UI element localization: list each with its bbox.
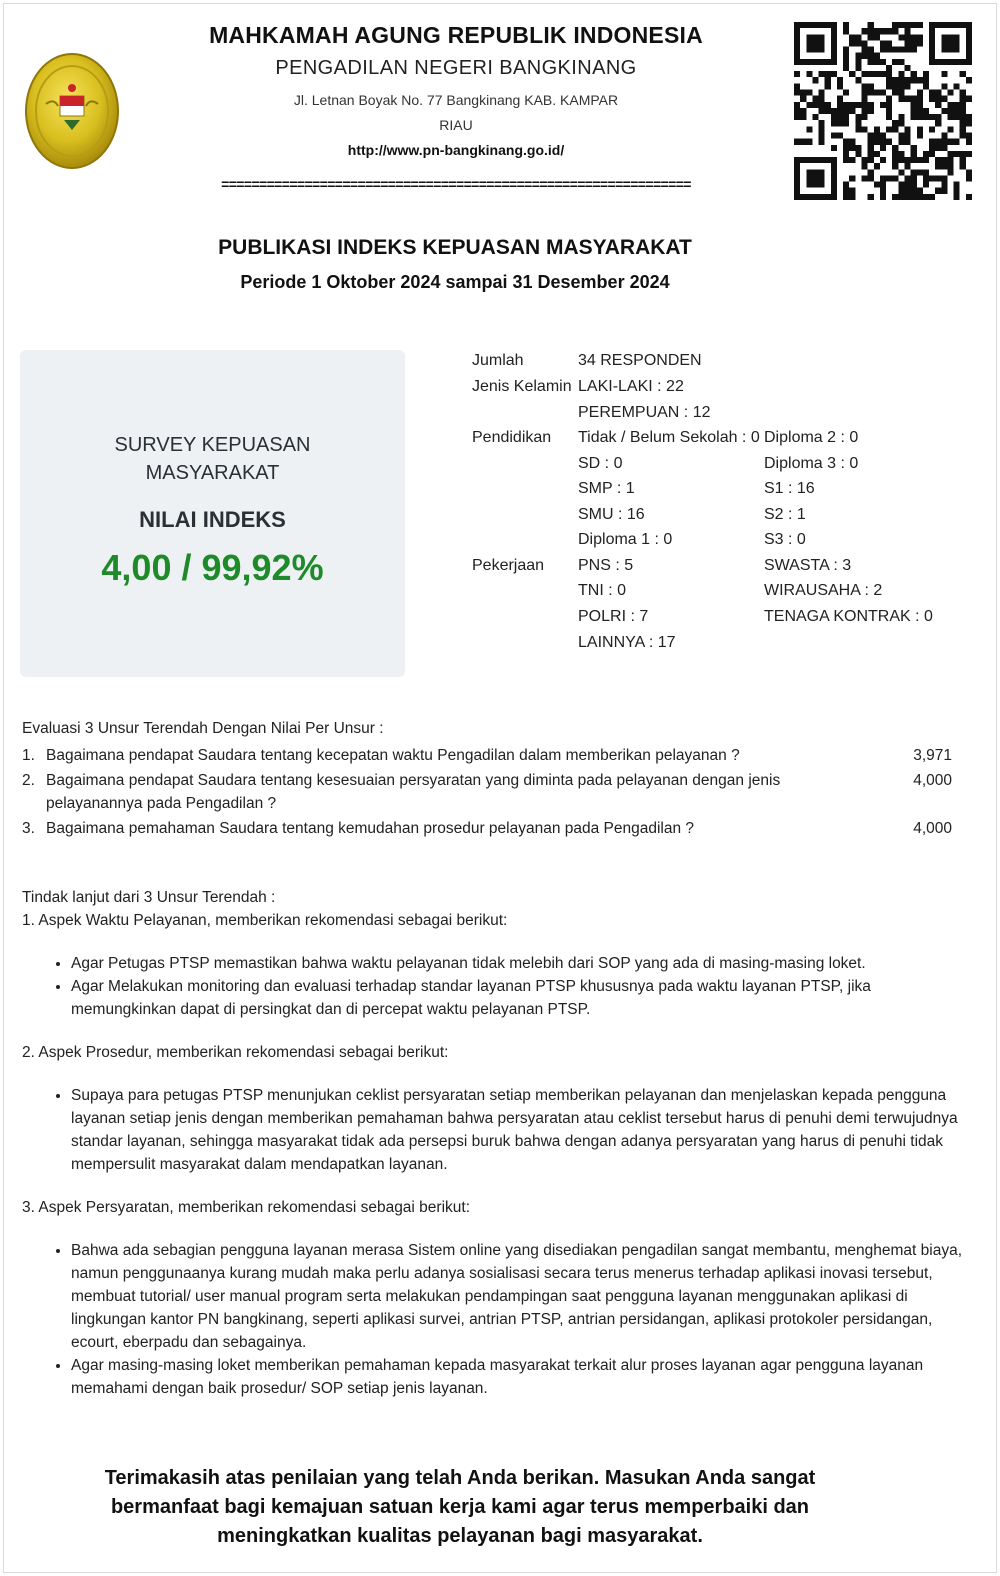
edu-smp: SMP : 1: [578, 480, 635, 497]
aspect-title: 3. Aspek Persyaratan, memberikan rekomendasi sebagai berikut:: [22, 1199, 471, 1216]
aspect-title: 1. Aspek Waktu Pelayanan, memberikan rekomendasi sebagai berikut:: [22, 912, 508, 929]
followup-section: [22, 886, 966, 1420]
index-card: [20, 350, 405, 677]
page-title: PUBLIKASI INDEKS KEPUASAN MASYARAKAT: [218, 236, 692, 259]
mahkamah-agung-emblem-icon: [24, 52, 120, 170]
edu-d3: Diploma 3 : 0: [764, 455, 859, 472]
evaluation-item-score: 4,000: [913, 772, 952, 789]
evaluation-item-number: 2.: [22, 772, 35, 789]
edu-smu: SMU : 16: [578, 506, 645, 523]
edu-s3: S3 : 0: [764, 531, 806, 548]
court-name: PENGADILAN NEGERI BANGKINANG: [275, 57, 637, 79]
evaluation-section: [22, 720, 962, 842]
index-value: 4,00 / 99,92%: [101, 547, 324, 588]
survey-label-line2: MASYARAKAT: [145, 462, 280, 484]
evaluation-item: [22, 744, 962, 767]
recommendation-item: • Agar Petugas PTSP memastikan bahwa waktu pelayanan tidak melebih dari SOP yang ada di masing-masing loket.: [71, 952, 966, 975]
header-separator: ==============================================================: [221, 176, 691, 192]
evaluation-item-text: Bagaimana pemahaman Saudara tentang kemudahan prosedur pelayanan pada Pengadilan ?: [46, 820, 695, 837]
edu-d2: Diploma 2 : 0: [764, 429, 859, 446]
recommendation-item: • Bahwa ada sebagian pengguna layanan merasa Sistem online yang disediakan pengadilan sangat membantu, menghemat biaya, namun penggunaanya kurang mudah maka perlu adanya sosialisasi secara terus menerus terhadap aplikasi inovasi tersebut, membuat tutorial/ user manual program serta melakukan pendampingan saat pengguna layanan menggunakan aplikasi di lingkungan kantor PN bangkinang, seperti aplikasi survei, antrian PTSP, antrian persidangan, aplikasi protokoler persidangan, ecourt, eberpadu dan sebagainya.: [71, 1239, 966, 1354]
edu-d1: Diploma 1 : 0: [578, 531, 673, 548]
evaluation-item-score: 4,000: [913, 820, 952, 837]
court-province: RIAU: [439, 117, 473, 133]
aspect-recommendations: [22, 1084, 966, 1176]
aspect-recommendations: [22, 952, 966, 1021]
followup-heading: Tindak lanjut dari 3 Unsur Terendah :: [22, 889, 276, 906]
closing-line: bermanfaat bagi kemajuan satuan kerja kami agar terus memperbaiki dan: [110, 1496, 810, 1518]
edu-none: Tidak / Belum Sekolah : 0: [578, 429, 760, 446]
closing-message: [60, 1464, 860, 1551]
edu-s1: S1 : 16: [764, 480, 815, 497]
gender-label: Jenis Kelamin: [472, 378, 572, 395]
court-website-link[interactable]: http://www.pn-bangkinang.go.id/: [347, 142, 565, 158]
supreme-court-name: MAHKAMAH AGUNG REPUBLIK INDONESIA: [209, 22, 703, 48]
closing-line: Terimakasih atas penilaian yang telah Anda berikan. Masukan Anda sangat: [104, 1467, 816, 1489]
court-address: Jl. Letnan Boyak No. 77 Bangkinang KAB. KAMPAR: [293, 92, 619, 108]
job-pns: PNS : 5: [578, 557, 634, 574]
evaluation-item: [22, 769, 962, 815]
gender-female: PEREMPUAN : 12: [578, 404, 711, 421]
education-label: Pendidikan: [472, 429, 552, 446]
aspect-title: 2. Aspek Prosedur, memberikan rekomendasi sebagai berikut:: [22, 1044, 449, 1061]
period-subtitle: Periode 1 Oktober 2024 sampai 31 Desember 2024: [240, 272, 670, 292]
job-swasta: SWASTA : 3: [764, 557, 852, 574]
closing-line: meningkatkan kualitas pelayanan bagi masyarakat.: [217, 1525, 703, 1547]
survey-label: [20, 431, 405, 487]
evaluation-item-number: 3.: [22, 820, 35, 837]
evaluation-item-text: Bagaimana pendapat Saudara tentang kecepatan waktu Pengadilan dalam memberikan pelayanan ?: [46, 747, 740, 764]
job-label: Pekerjaan: [472, 557, 545, 574]
job-lainnya: LAINNYA : 17: [578, 634, 676, 651]
letterhead: [150, 18, 762, 192]
qr-code-icon: [794, 22, 972, 200]
job-tni: TNI : 0: [578, 582, 627, 599]
job-kontrak: TENAGA KONTRAK : 0: [764, 608, 933, 625]
recommendation-item: • Supaya para petugas PTSP menunjukan ceklist persyaratan setiap memberikan pelayanan dan menjelaskan kepada pengguna layanan setiap jenis dengan memberikan pemahaman bahwa persyaratan atau ceklist tersebut harus di penuhi demi terwujudnya standar layanan, sehingga masyarakat tidak ada persepsi buruk bahwa dengan adanya persyaratan yang harus di penuhi tidak mempersulit masyarakat dalam mendapatkan layanan.: [71, 1084, 966, 1176]
edu-s2: S2 : 1: [764, 506, 806, 523]
recommendation-item: • Agar Melakukan monitoring dan evaluasi terhadap standar layanan PTSP khususnya pada waktu layanan PTSP, jika memungkinkan dapat di persingkat dan di percepat waktu pelayanan PTSP.: [71, 975, 966, 1021]
index-label: NILAI INDEKS: [139, 507, 286, 532]
evaluation-item-text: Bagaimana pendapat Saudara tentang kesesuaian persyaratan yang diminta pada pelayanan dengan jenis pelayanannya pada Pengadilan ?: [46, 772, 781, 812]
job-wirausaha: WIRAUSAHA : 2: [764, 582, 883, 599]
survey-label-line1: SURVEY KEPUASAN: [114, 434, 311, 456]
publication-title: [0, 236, 910, 293]
evaluation-item-number: 1.: [22, 747, 35, 764]
job-polri: POLRI : 7: [578, 608, 649, 625]
aspect-recommendations: [22, 1239, 966, 1400]
evaluation-item-score: 3,971: [913, 747, 952, 764]
recommendation-item: • Agar masing-masing loket memberikan pemahaman kepada masyarakat terkait alur proses layanan agar pengguna layanan memahami dengan baik prosedur/ SOP setiap jenis layanan.: [71, 1354, 966, 1400]
jumlah-label: Jumlah: [472, 352, 524, 369]
gender-male: LAKI-LAKI : 22: [578, 378, 684, 395]
evaluation-heading: Evaluasi 3 Unsur Terendah Dengan Nilai Per Unsur :: [22, 720, 384, 737]
jumlah-value: 34 RESPONDEN: [578, 352, 702, 369]
evaluation-item: [22, 817, 962, 840]
edu-sd: SD : 0: [578, 455, 623, 472]
